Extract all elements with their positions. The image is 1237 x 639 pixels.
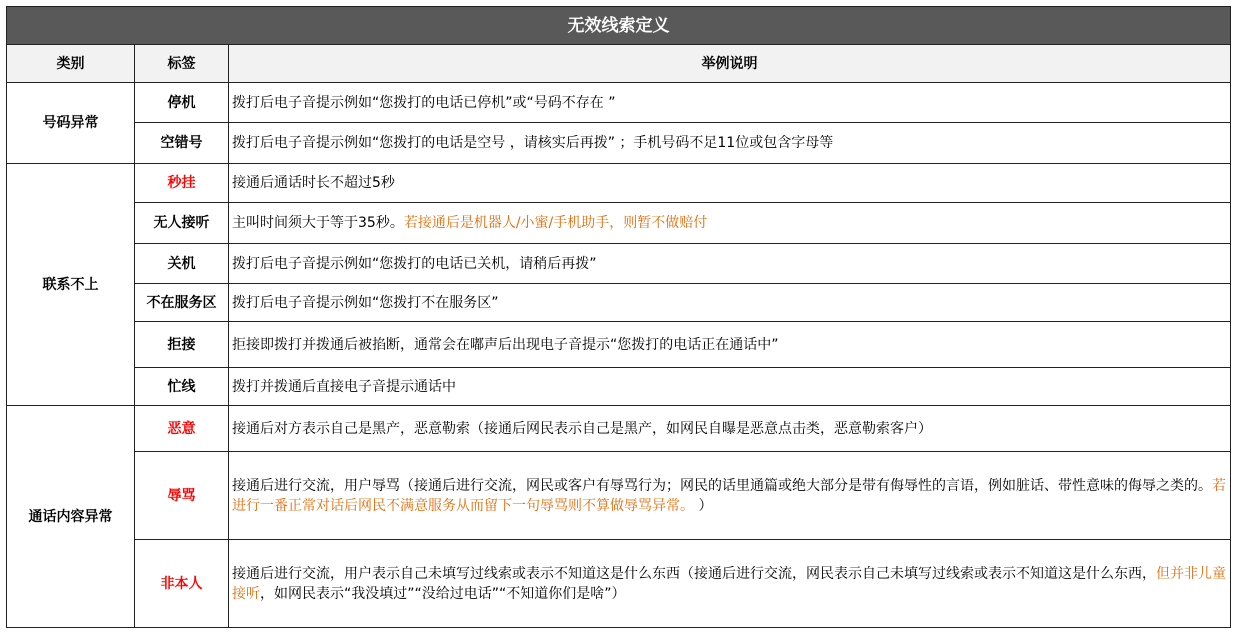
table-row (7, 452, 1231, 540)
description-tail: ） (694, 497, 713, 514)
description-cell: 拨打后电子音提示例如“您拨打的电话是空号 ，请核实后再拨” ；手机号码不足11位或包含字母等 (229, 123, 1231, 164)
table-row (7, 322, 1231, 368)
description-cell: 接通后对方表示自己是黑产，恶意勒索（接通后网民表示自己是黑产，如网民自曝是恶意点击类，恶意勒索客户） (229, 406, 1231, 452)
table-title: 无效线索定义 (7, 7, 1231, 45)
description-cell: 接通后通话时长不超过5秒 (229, 164, 1231, 203)
description-cell: 拨打并拨通后直接电子音提示通话中 (229, 368, 1231, 406)
description-text: 主叫时间须大于等于35秒。 (232, 215, 404, 231)
description-cell (229, 452, 1231, 540)
invalid-lead-table-wrapper (6, 6, 1230, 628)
tag-cell: 空错号 (135, 123, 229, 164)
header-tag: 标签 (135, 45, 229, 83)
description-cell: 拨打后电子音提示例如“您拨打不在服务区” (229, 284, 1231, 322)
tag-cell: 拒接 (135, 322, 229, 368)
table-row (7, 244, 1231, 284)
description-highlight: 但并非儿童接听 (232, 565, 1226, 602)
tag-cell: 无人接听 (135, 203, 229, 244)
table-row (7, 284, 1231, 322)
category-unreachable: 联系不上 (7, 164, 135, 406)
category-number-abnormal: 号码异常 (7, 83, 135, 164)
table-row (7, 164, 1231, 203)
table-row (7, 540, 1231, 628)
description-text: 接通后进行交流，用户表示自己未填写过线索或表示不知道这是什么东西（接通后进行交流，网民表示自己未填写过线索或表示不知道这是什么东西， (232, 565, 1156, 582)
table-row (7, 368, 1231, 406)
description-cell: 拒接即拨打并拨通后被掐断，通常会在嘟声后出现电子音提示“您拨打的电话正在通话中” (229, 322, 1231, 368)
tag-cell: 不在服务区 (135, 284, 229, 322)
description-cell (229, 203, 1231, 244)
description-text: 接通后进行交流，用户辱骂（接通后进行交流，网民或客户有辱骂行为；网民的话里通篇或绝大部分是带有侮辱性的言语，例如脏话、带性意味的侮辱之类的。 (232, 477, 1212, 494)
header-description: 举例说明 (229, 45, 1231, 83)
header-category: 类别 (7, 45, 135, 83)
description-cell (229, 540, 1231, 628)
description-tail: ，如网民表示“我没填过”“没给过电话”“不知道你们是啥”） (260, 585, 626, 602)
table-row (7, 203, 1231, 244)
table-row (7, 406, 1231, 452)
description-cell: 拨打后电子音提示例如“您拨打的电话已关机，请稍后再拨” (229, 244, 1231, 284)
table-row (7, 83, 1231, 123)
tag-cell: 非本人 (135, 540, 229, 628)
tag-cell: 忙线 (135, 368, 229, 406)
table-row (7, 123, 1231, 164)
category-call-content-abnormal: 通话内容异常 (7, 406, 135, 628)
tag-cell: 辱骂 (135, 452, 229, 540)
tag-cell: 秒挂 (135, 164, 229, 203)
invalid-lead-definition-table (6, 6, 1231, 628)
description-cell: 拨打后电子音提示例如“您拨打的电话已停机”或“号码不存在 ” (229, 83, 1231, 123)
tag-cell: 恶意 (135, 406, 229, 452)
tag-cell: 关机 (135, 244, 229, 284)
tag-cell: 停机 (135, 83, 229, 123)
description-highlight: 若接通后是机器人/小蜜/手机助手，则暂不做赔付 (403, 215, 708, 231)
description-highlight: 若进行一番正常对话后网民不满意服务从而留下一句辱骂则不算做辱骂异常。 (232, 477, 1226, 514)
